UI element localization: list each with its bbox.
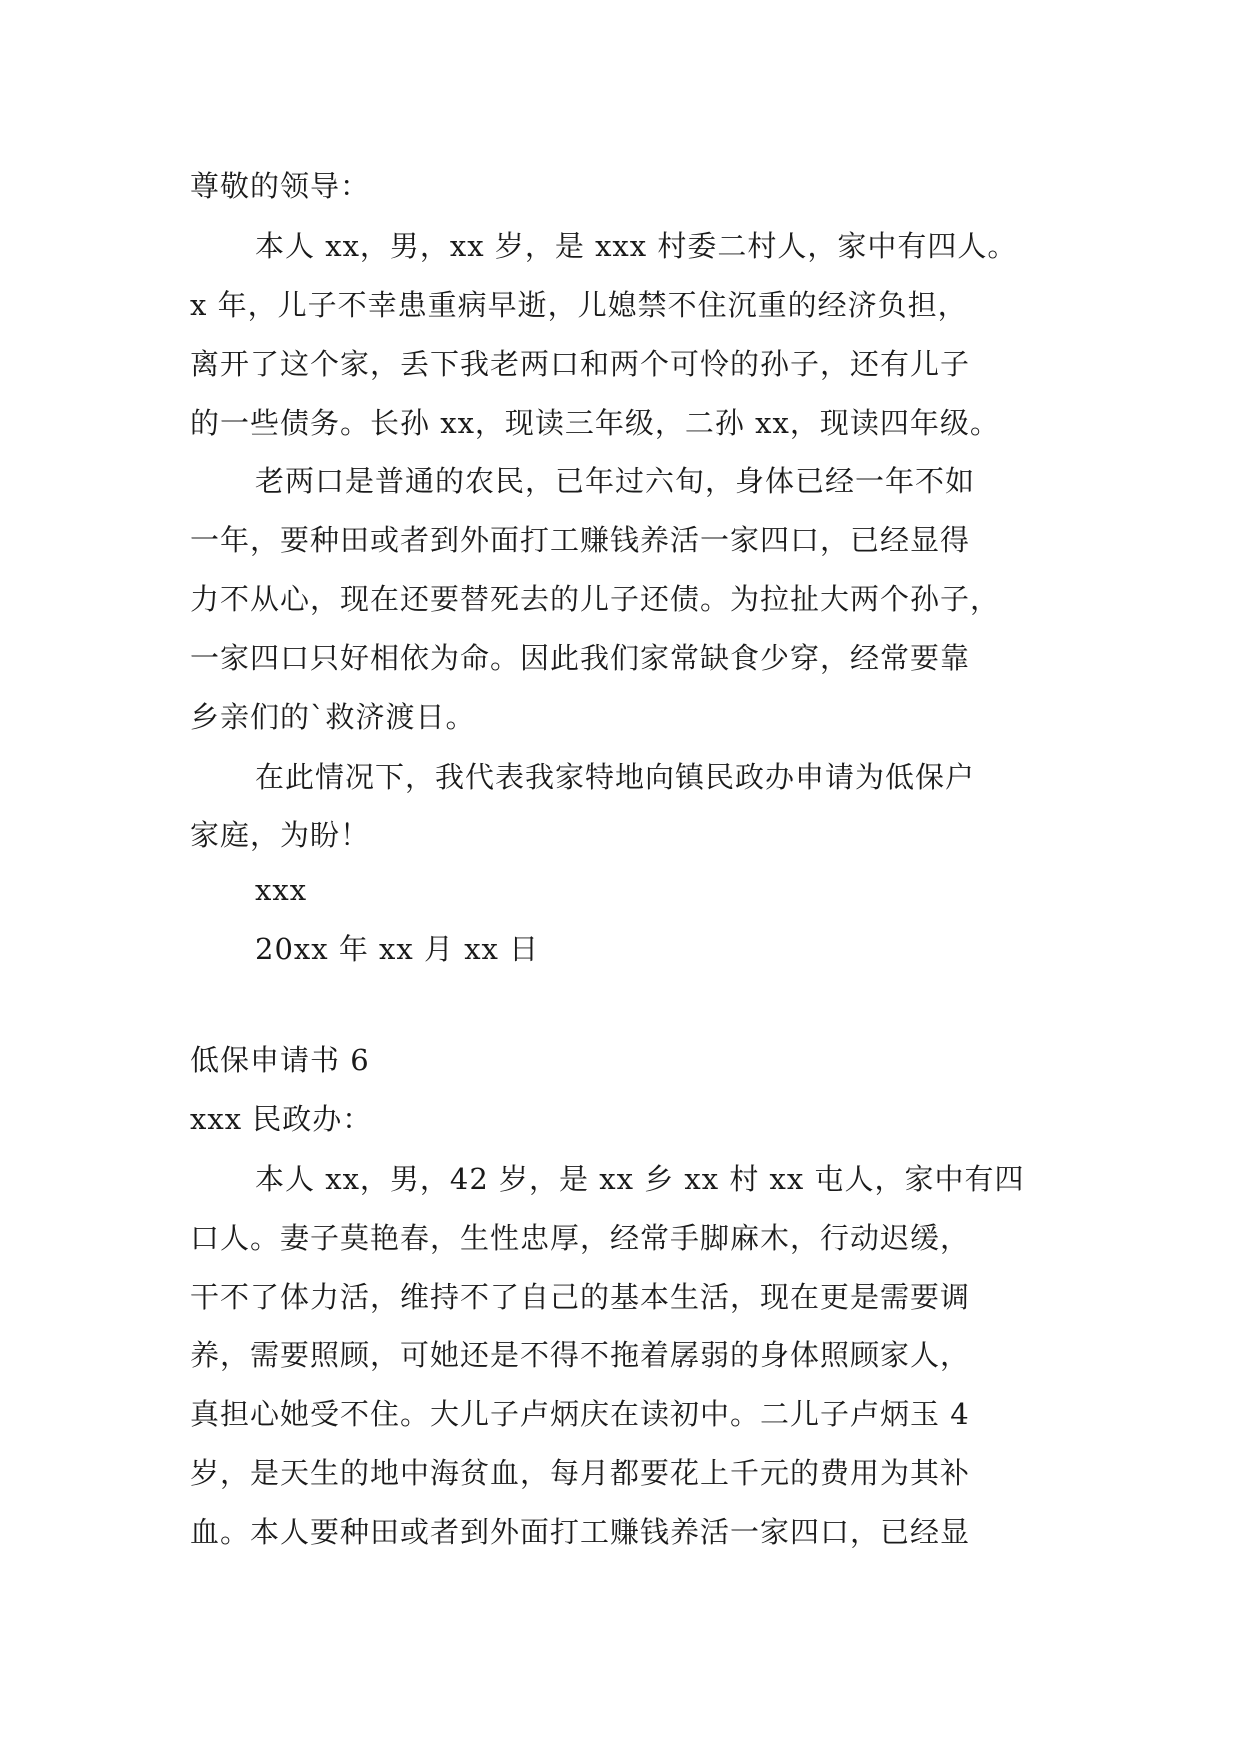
letter2-title: 低保申请书 6 [190, 1043, 370, 1077]
letter1-signature: xxx [255, 873, 308, 907]
letter1-paragraph-line: 离开了这个家，丢下我老两口和两个可怜的孙子，还有儿子 [190, 347, 971, 381]
letter1-paragraph-line: 的一些债务。长孙 xx，现读三年级，二孙 xx，现读四年级。 [190, 406, 1000, 440]
letter1-salutation: 尊敬的领导： [190, 169, 371, 203]
letter1-paragraph-line: 家庭，为盼！ [190, 818, 371, 852]
letter1-paragraph-line: 力不从心，现在还要替死去的儿子还债。为拉扯大两个孙子， [190, 582, 1001, 616]
letter2-paragraph-line: 干不了体力活，维持不了自己的基本生活，现在更是需要调 [190, 1280, 971, 1314]
letter1-paragraph-line: 在此情况下，我代表我家特地向镇民政办申请为低保户 [255, 760, 976, 794]
letter1-paragraph-line: 本人 xx，男，xx 岁，是 xxx 村委二村人，家中有四人。 [255, 229, 1018, 263]
letter1-paragraph-line: 老两口是普通的农民，已年过六旬，身体已经一年不如 [255, 464, 976, 498]
letter2-paragraph-line: 养，需要照顾，可她还是不得不拖着孱弱的身体照顾家人， [190, 1338, 971, 1372]
letter2-paragraph-line: 真担心她受不住。大儿子卢炳庆在读初中。二儿子卢炳玉 4 [190, 1397, 970, 1431]
letter1-paragraph-line: 一家四口只好相依为命。因此我们家常缺食少穿，经常要靠 [190, 641, 971, 675]
letter1-date: 20xx 年 xx 月 xx 日 [255, 932, 540, 966]
letter2-paragraph-line: 岁，是天生的地中海贫血，每月都要花上千元的费用为其补 [190, 1456, 971, 1490]
letter1-paragraph-line: 乡亲们的`救济渡日。 [190, 700, 476, 734]
letter2-paragraph-line: 本人 xx，男，42 岁，是 xx 乡 xx 村 xx 屯人，家中有四 [255, 1162, 1025, 1196]
letter1-paragraph-line: 一年，要种田或者到外面打工赚钱养活一家四口，已经显得 [190, 523, 971, 557]
letter2-salutation: xxx 民政办： [190, 1102, 373, 1136]
letter1-paragraph-line: x 年，儿子不幸患重病早逝，儿媳禁不住沉重的经济负担， [190, 288, 968, 322]
letter2-paragraph-line: 口人。妻子莫艳春，生性忠厚，经常手脚麻木，行动迟缓， [190, 1221, 971, 1255]
letter2-paragraph-line: 血。本人要种田或者到外面打工赚钱养活一家四口，已经显 [190, 1515, 971, 1549]
